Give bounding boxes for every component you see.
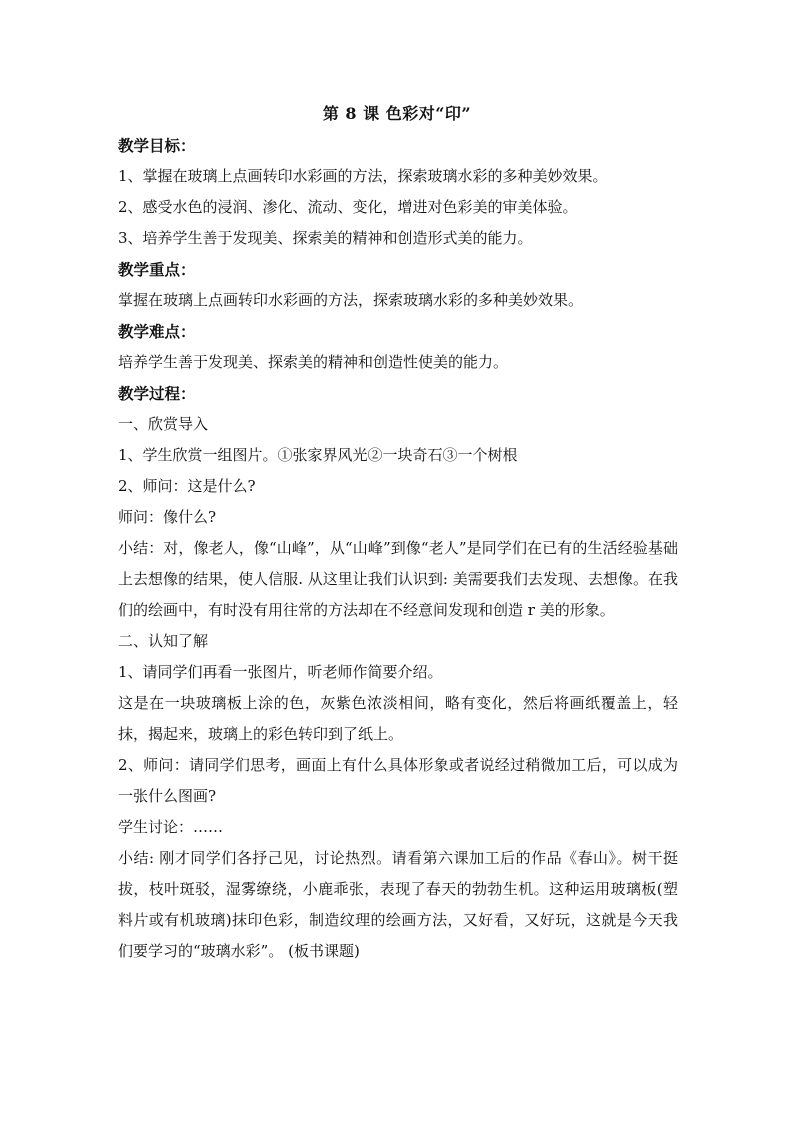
process-part-title: 二、认知了解 bbox=[118, 632, 209, 650]
lesson-title: 第 8 课 色彩对“印” bbox=[322, 104, 472, 123]
objective-item: 3、培养学生善于发现美、探索美的精神和创造形式美的能力。 bbox=[118, 229, 533, 247]
summary-paragraph-2: 小结: 刚才同学们各抒己见，讨论热烈。请看第六课加工后的作品《春山》。树干挺拔，枝叶斑驳，湿雾缭绕，小鹿乖张，表现了春天的勃勃生机。这种运用玻璃板(塑料片或有机玻璃)抹印色彩，制造纹理的绘画方法，又好看，又好玩，这就是今天我们要学习的“玻璃水彩”。 (板书课题) bbox=[118, 849, 678, 960]
process-step: 1、学生欣赏一组图片。①张家界风光②一块奇石③一个树根 bbox=[118, 446, 518, 464]
description-paragraph: 这是在一块玻璃板上涂的色，灰紫色浓淡相间，略有变化，然后将画纸覆盖上，轻抹，揭起来，玻璃上的彩色转印到了纸上。 bbox=[118, 694, 678, 743]
discussion-line: 学生讨论：…… bbox=[118, 818, 224, 836]
question-paragraph: 2、师问：请同学们思考，画面上有什么具体形象或者说经过稍微加工后，可以成为一张什么图画? bbox=[118, 756, 678, 805]
process-step: 师问：像什么? bbox=[118, 508, 217, 526]
section-heading-process: 教学过程： bbox=[118, 384, 196, 403]
section-heading-objectives: 教学目标： bbox=[118, 136, 196, 155]
difficulty-text: 培养学生善于发现美、探索美的精神和创造性使美的能力。 bbox=[118, 353, 509, 371]
document-body bbox=[118, 130, 678, 967]
section-heading-difficulties: 教学难点： bbox=[118, 322, 196, 341]
process-step: 1、请同学们再看一张图片，听老师作简要介绍。 bbox=[118, 663, 443, 681]
objective-item: 2、感受水色的浸润、渗化、流动、变化，增进对色彩美的审美体验。 bbox=[118, 198, 578, 216]
summary-paragraph-1: 小结：对，像老人，像“山峰”，从“山峰”到像“老人”是同学们在已有的生活经验基础上去想像的结果，使人信服. 从这里让我们认识到: 美需要我们去发现、去想像。在我们的绘画中，有时没有用往常的方法却在不经意间发现和创造 r 美的形象。 bbox=[118, 539, 678, 619]
section-heading-key-points: 教学重点： bbox=[118, 260, 196, 279]
process-step: 2、师问：这是什么? bbox=[118, 477, 256, 495]
objective-item: 1、掌握在玻璃上点画转印水彩画的方法，探索玻璃水彩的多种美妙效果。 bbox=[118, 167, 608, 185]
key-point-text: 掌握在玻璃上点画转印水彩画的方法，探索玻璃水彩的多种美妙效果。 bbox=[118, 291, 584, 309]
process-part-title: 一、欣赏导入 bbox=[118, 415, 209, 433]
